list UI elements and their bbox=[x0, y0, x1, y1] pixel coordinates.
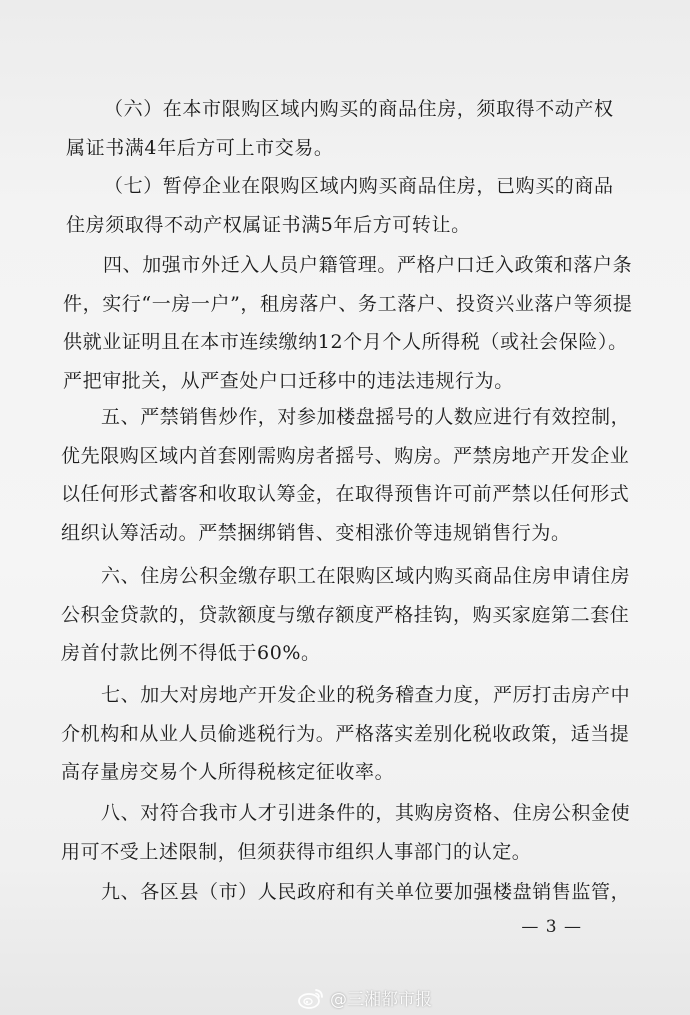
weibo-icon bbox=[298, 987, 324, 1009]
page-number: — 3 — bbox=[521, 917, 582, 937]
paragraph-section-5: 五、严禁销售炒作，对参加楼盘摇号的人数应进行有效控制，优先限购区域内首套刚需购房者摇号、购房。严禁房地产开发企业以任何形式蓄客和收取认筹金，在取得预售许可前严禁以任何形式组织认筹活动。严禁捆绑销售、变相涨价等违规销售行为。 bbox=[61, 406, 631, 544]
paragraph-6-clause: （六）在本市限购区域内购买的商品住房，须取得不动产权属证书满4年后方可上市交易。 bbox=[66, 98, 614, 159]
paragraph-7-clause: （七）暂停企业在限购区域内购买商品住房，已购买的商品住房须取得不动产权属证书满5年后方可转让。 bbox=[66, 175, 614, 236]
paragraph-section-8: 八、对符合我市人才引进条件的，其购房资格、住房公积金使用可不受上述限制，但须获得市组织人事部门的认定。 bbox=[61, 802, 631, 863]
paragraph-section-6: 六、住房公积金缴存职工在限购区域内购买商品住房申请住房公积金贷款的，贷款额度与缴存额度严格挂钩，购买家庭第二套住房首付款比例不得低于60%。 bbox=[61, 565, 631, 664]
paragraph-section-9: 九、各区县（市）人民政府和有关单位要加强楼盘销售监管， bbox=[101, 881, 631, 903]
paragraph-section-7: 七、加大对房地产开发企业的税务稽查力度，严厉打击房产中介机构和从业人员偷逃税行为。严格落实差别化税收政策，适当提高存量房交易个人所得税核定征收率。 bbox=[61, 684, 631, 783]
watermark bbox=[298, 985, 432, 1010]
watermark-text: @三湘都市报 bbox=[330, 990, 432, 1010]
paragraph-section-4: 四、加强市外迁入人员户籍管理。严格户口迁入政策和落户条件，实行“一房一户”，租房落户、务工落户、投资兴业落户等须提供就业证明且在本市连续缴纳12个月个人所得税（或社会保险）。严把审批关，从严查处户口迁移中的违法违规行为。 bbox=[63, 254, 633, 392]
